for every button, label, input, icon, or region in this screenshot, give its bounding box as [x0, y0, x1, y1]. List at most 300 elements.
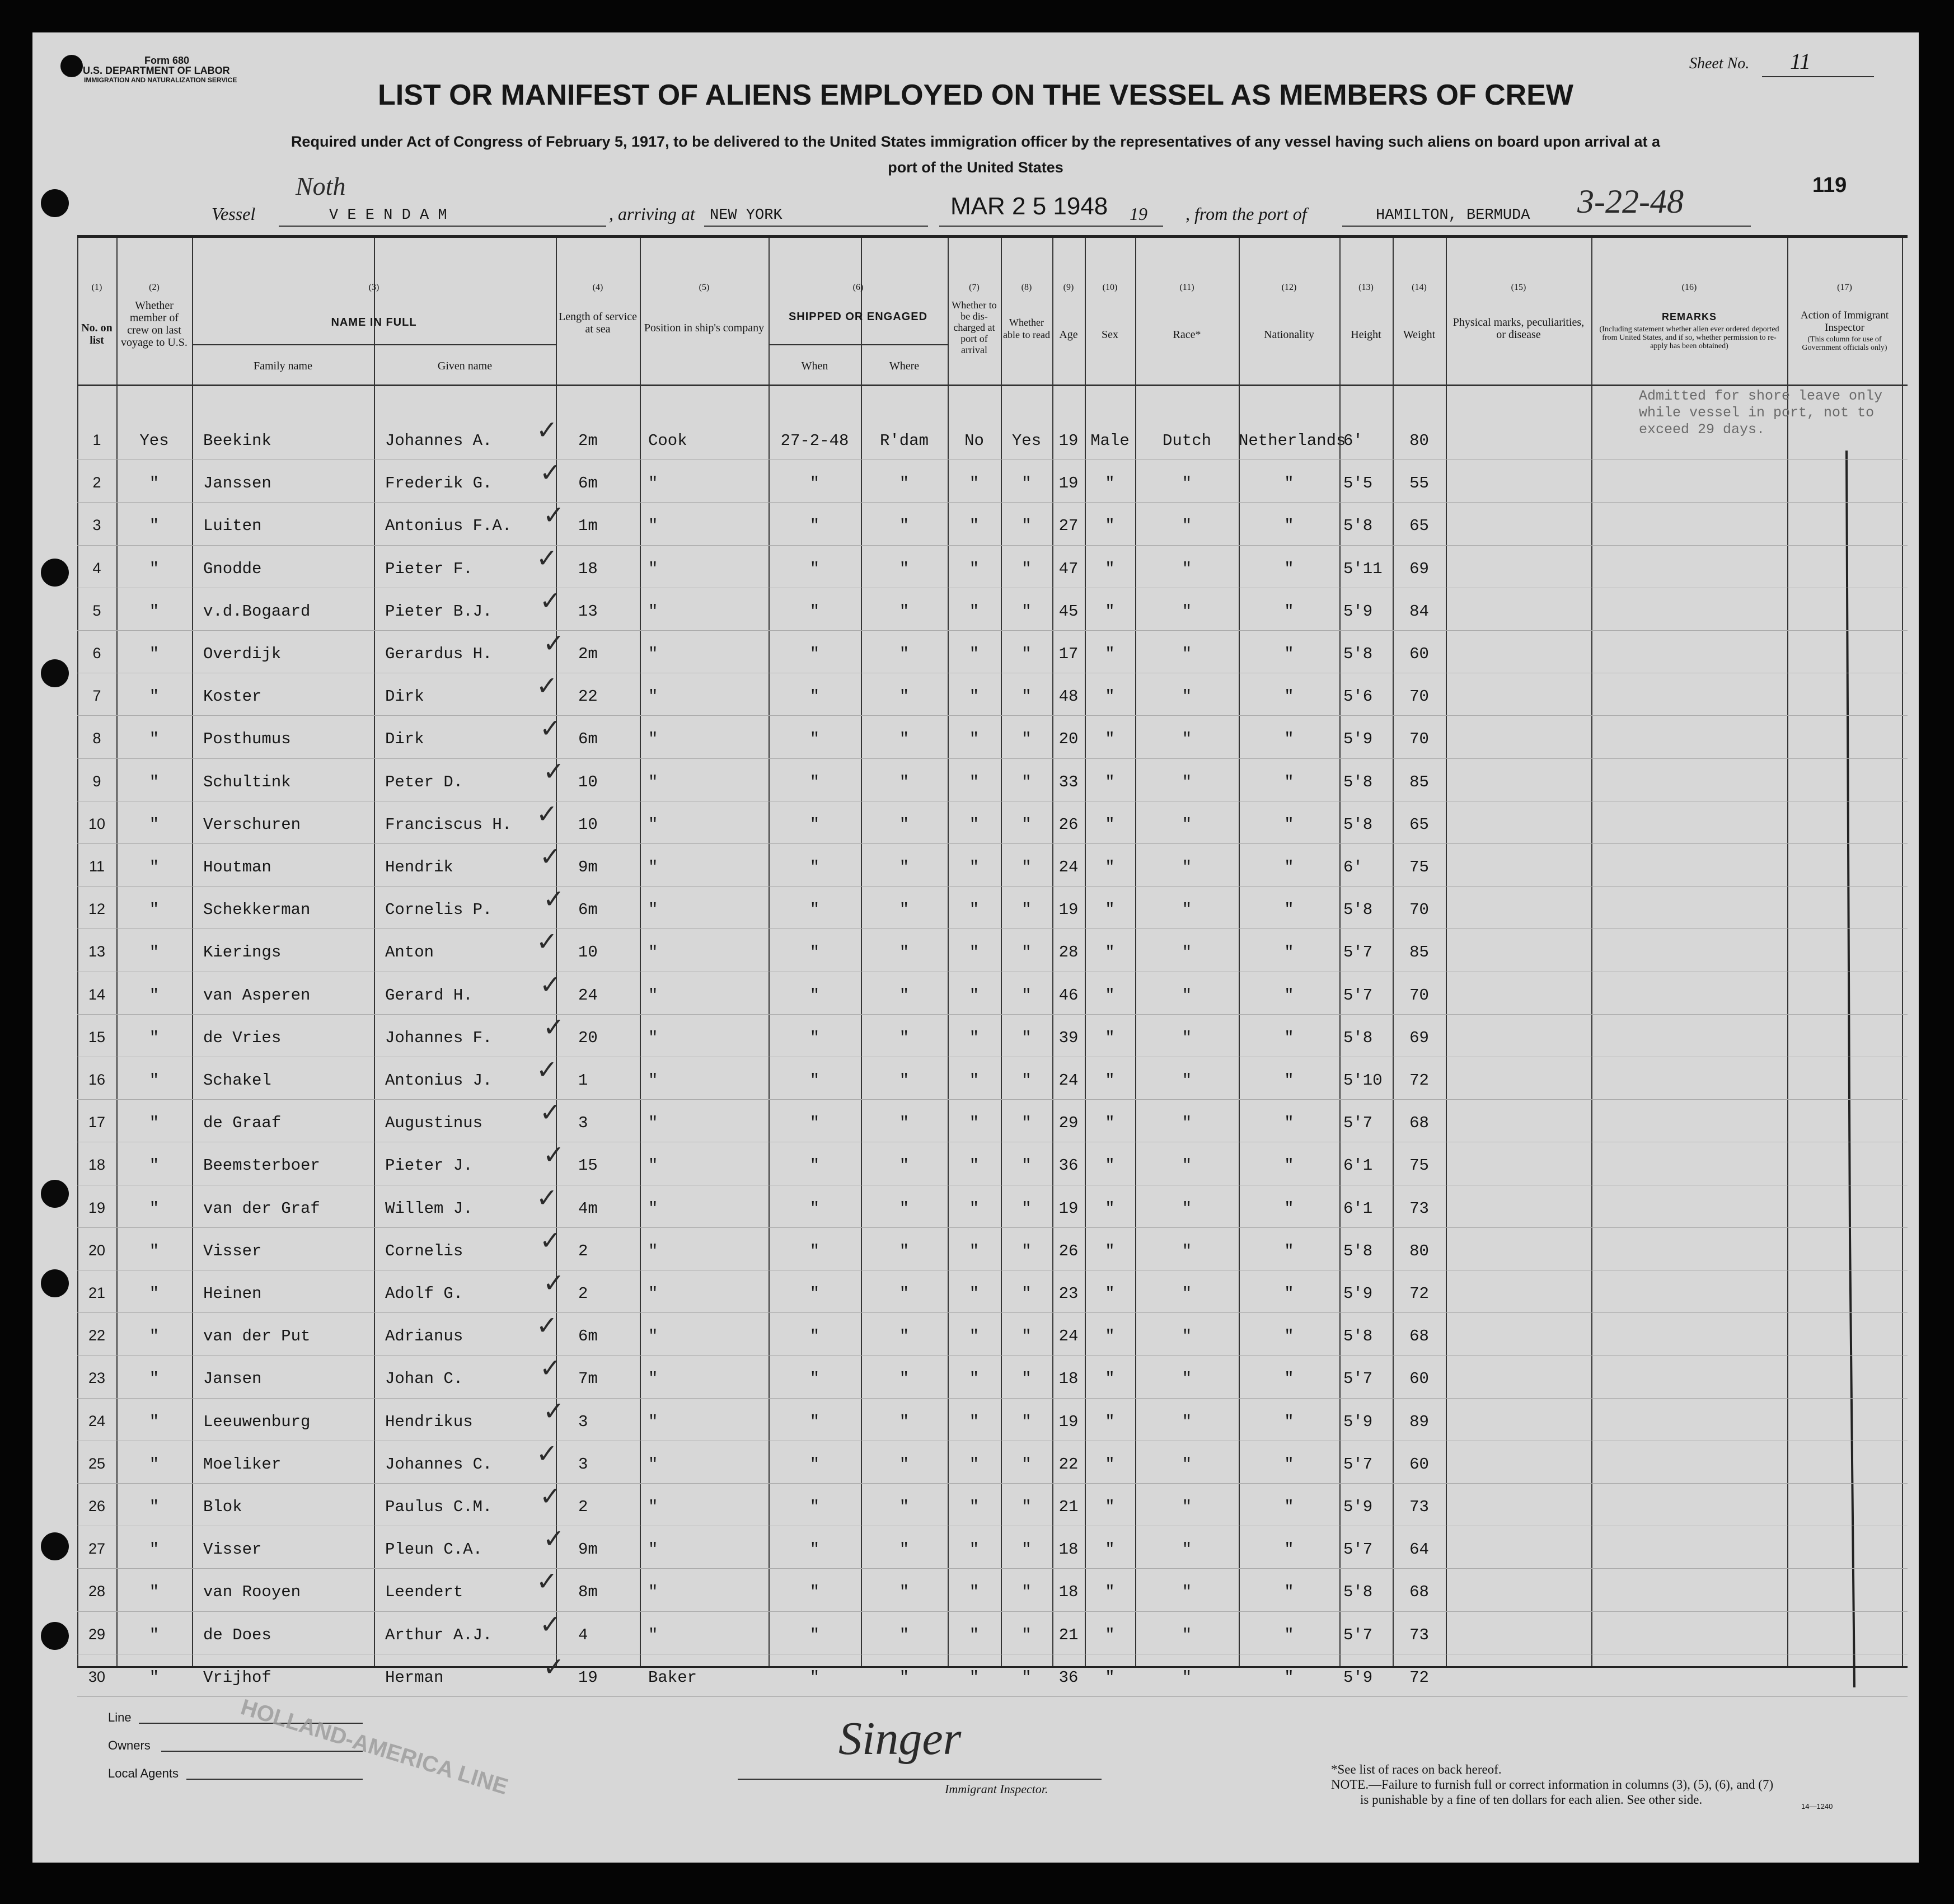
- cell-row-number: 22: [88, 1327, 106, 1344]
- cell-nationality: ": [1284, 1241, 1294, 1260]
- cell-length-of-service: 2: [578, 1241, 588, 1260]
- checkmark-icon: ✓: [540, 841, 561, 871]
- cell-given-name: Pieter F.: [385, 559, 473, 578]
- cell-position: ": [648, 687, 658, 706]
- cell-height: 5'8: [1343, 901, 1373, 920]
- cell-weight: 60: [1409, 1455, 1429, 1474]
- cell-weight: 72: [1409, 1071, 1429, 1090]
- table-row: [77, 1566, 1908, 1614]
- cell-to-be-discharged: ": [969, 517, 980, 536]
- cell-given-name: Johan C.: [385, 1370, 463, 1389]
- column-number: (13): [1358, 283, 1374, 292]
- cell-to-be-discharged: ": [969, 858, 980, 876]
- header-shipped-or-engaged: SHIPPED OR ENGAGED: [788, 311, 928, 323]
- cell-family-name: Posthumus: [203, 730, 291, 749]
- table-row: [77, 500, 1908, 548]
- cell-height: 5'7: [1343, 1370, 1373, 1389]
- owners-label: Owners: [108, 1738, 151, 1752]
- cell-able-to-read: ": [1021, 1625, 1032, 1644]
- port-underline: [1342, 226, 1751, 227]
- cell-position: ": [648, 1455, 658, 1474]
- header-race: Race*: [1173, 329, 1201, 341]
- departure-port: HAMILTON, BERMUDA: [1376, 207, 1530, 224]
- cell-given-name: Frederik G.: [385, 474, 493, 493]
- cell-weight: 80: [1409, 432, 1429, 450]
- cell-weight: 73: [1409, 1625, 1429, 1644]
- cell-shipped-when: ": [809, 1412, 820, 1431]
- cell-weight: 69: [1409, 559, 1429, 578]
- checkmark-icon: ✓: [536, 1182, 558, 1213]
- cell-sex: ": [1105, 1284, 1115, 1303]
- cell-age: 19: [1058, 901, 1079, 920]
- cell-to-be-discharged: ": [969, 772, 980, 791]
- cell-nationality: ": [1284, 1028, 1294, 1047]
- cell-length-of-service: 7m: [578, 1370, 598, 1389]
- cell-shipped-when: ": [809, 815, 820, 834]
- cell-shipped-where: ": [899, 1540, 910, 1559]
- cell-race: ": [1182, 1583, 1192, 1602]
- table-row: [77, 926, 1908, 974]
- cell-weight: 70: [1409, 901, 1429, 920]
- cell-given-name: Augustinus: [385, 1114, 483, 1133]
- cell-height: 5'8: [1343, 1327, 1373, 1346]
- cell-sex: ": [1105, 1498, 1115, 1516]
- column-number: (11): [1179, 283, 1194, 292]
- header-weight: Weight: [1403, 329, 1436, 341]
- cell-previous-voyage: Yes: [139, 432, 169, 450]
- cell-length-of-service: 3: [578, 1412, 588, 1431]
- cell-family-name: Jansen: [203, 1370, 262, 1389]
- cell-height: 5'9: [1343, 730, 1373, 749]
- cell-family-name: Schakel: [203, 1071, 271, 1090]
- cell-previous-voyage: ": [149, 815, 160, 834]
- cell-family-name: Visser: [203, 1241, 262, 1260]
- cell-shipped-when: ": [809, 730, 820, 749]
- cell-nationality: ": [1284, 1327, 1294, 1346]
- header-age: Age: [1059, 329, 1078, 341]
- checkmark-icon: ✓: [536, 926, 558, 957]
- cell-weight: 85: [1409, 772, 1429, 791]
- cell-given-name: Hendrikus: [385, 1412, 473, 1431]
- cell-family-name: Luiten: [203, 517, 262, 536]
- column-number: (7): [969, 283, 980, 292]
- cell-race: ": [1182, 1540, 1192, 1559]
- cell-position: ": [648, 1114, 658, 1133]
- cell-height: 5'9: [1343, 1284, 1373, 1303]
- cell-to-be-discharged: ": [969, 815, 980, 834]
- cell-family-name: van der Graf: [203, 1199, 320, 1218]
- checkmark-icon: ✓: [540, 585, 561, 616]
- cell-given-name: Dirk: [385, 687, 424, 706]
- cell-age: 19: [1058, 474, 1079, 493]
- cell-position: ": [648, 901, 658, 920]
- cell-race: ": [1182, 730, 1192, 749]
- header-nationality: Nationality: [1264, 329, 1314, 341]
- remarks-line: Admitted for shore leave only: [1639, 388, 1883, 404]
- cell-previous-voyage: ": [149, 1028, 160, 1047]
- cell-position: ": [648, 1156, 658, 1175]
- cell-age: 29: [1058, 1114, 1079, 1133]
- cell-shipped-where: ": [899, 1284, 910, 1303]
- cell-age: 21: [1058, 1498, 1079, 1516]
- cell-height: 5'9: [1343, 1412, 1373, 1431]
- column-number: (9): [1063, 283, 1074, 292]
- cell-nationality: ": [1284, 474, 1294, 493]
- cell-previous-voyage: ": [149, 772, 160, 791]
- cell-weight: 72: [1409, 1284, 1429, 1303]
- cell-previous-voyage: ": [149, 901, 160, 920]
- stamped-page-number: 119: [1812, 173, 1847, 197]
- cell-shipped-where: ": [899, 1498, 910, 1516]
- checkmark-icon: ✓: [540, 1225, 561, 1255]
- cell-shipped-when: ": [809, 1455, 820, 1474]
- cell-nationality: ": [1284, 858, 1294, 876]
- cell-family-name: Schekkerman: [203, 901, 311, 920]
- cell-previous-voyage: ": [149, 730, 160, 749]
- cell-weight: 73: [1409, 1199, 1429, 1218]
- footnote-penalty-1: NOTE.—Failure to furnish full or correct information in columns (3), (5), (6), and (7): [1331, 1778, 1774, 1792]
- cell-position: Cook: [648, 432, 687, 450]
- cell-given-name: Adolf G.: [385, 1284, 463, 1303]
- cell-shipped-where: ": [899, 1625, 910, 1644]
- cell-given-name: Antonius F.A.: [385, 517, 512, 536]
- cell-shipped-when: ": [809, 1156, 820, 1175]
- cell-height: 5'7: [1343, 943, 1373, 962]
- cell-race: ": [1182, 1412, 1192, 1431]
- cell-previous-voyage: ": [149, 517, 160, 536]
- cell-able-to-read: ": [1021, 1583, 1032, 1602]
- cell-race: ": [1182, 986, 1192, 1005]
- cell-nationality: ": [1284, 901, 1294, 920]
- checkmark-icon: ✓: [536, 670, 558, 701]
- cell-to-be-discharged: ": [969, 730, 980, 749]
- cell-race: ": [1182, 901, 1192, 920]
- cell-to-be-discharged: ": [969, 559, 980, 578]
- punch-hole: [41, 1622, 69, 1650]
- cell-race: ": [1182, 559, 1192, 578]
- cell-position: ": [648, 730, 658, 749]
- cell-race: ": [1182, 602, 1192, 621]
- cell-length-of-service: 2: [578, 1498, 588, 1516]
- cell-height: 5'8: [1343, 517, 1373, 536]
- cell-previous-voyage: ": [149, 1370, 160, 1389]
- table-row: [77, 585, 1908, 634]
- cell-row-number: 2: [92, 474, 101, 491]
- table-row: [77, 415, 1908, 463]
- cell-position: ": [648, 1498, 658, 1516]
- cell-length-of-service: 13: [578, 602, 598, 621]
- table-row: [77, 1395, 1908, 1444]
- cell-given-name: Gerardus H.: [385, 645, 493, 663]
- checkmark-icon: ✓: [540, 713, 561, 744]
- checkmark-icon: ✓: [543, 1139, 565, 1170]
- cell-to-be-discharged: ": [969, 474, 980, 493]
- cell-weight: 70: [1409, 730, 1429, 749]
- cell-position: ": [648, 602, 658, 621]
- cell-age: 26: [1058, 1241, 1079, 1260]
- cell-row-number: 1: [92, 432, 101, 448]
- cell-shipped-when: ": [809, 559, 820, 578]
- cell-family-name: Leeuwenburg: [203, 1412, 311, 1431]
- cell-given-name: Adrianus: [385, 1327, 463, 1346]
- cell-able-to-read: ": [1021, 1455, 1032, 1474]
- cell-family-name: van Asperen: [203, 986, 311, 1005]
- cell-row-number: 21: [88, 1284, 106, 1301]
- subtitle-line-1: Required under Act of Congress of February 5, 1917, to be delivered to the United States immigration officer by the representatives of any vessel having such aliens on board upon arrival at a: [290, 133, 1661, 150]
- punch-hole: [41, 659, 69, 687]
- header-given-name: Given name: [437, 360, 493, 372]
- cell-row-number: 6: [92, 645, 101, 662]
- table-row: [77, 628, 1908, 676]
- cell-sex: ": [1105, 1668, 1115, 1687]
- cell-race: ": [1182, 1498, 1192, 1516]
- cell-to-be-discharged: ": [969, 943, 980, 962]
- cell-nationality: ": [1284, 730, 1294, 749]
- header-family-name: Family name: [254, 360, 312, 372]
- vessel-underline: [279, 226, 606, 227]
- cell-to-be-discharged: ": [969, 687, 980, 706]
- punch-hole: [41, 1532, 69, 1560]
- cell-previous-voyage: ": [149, 1284, 160, 1303]
- form-number: Form 680: [144, 55, 190, 66]
- cell-able-to-read: ": [1021, 1668, 1032, 1687]
- cell-family-name: Blok: [203, 1498, 242, 1516]
- cell-row-number: 4: [92, 559, 101, 576]
- cell-shipped-where: ": [899, 517, 910, 536]
- table-row: [77, 841, 1908, 889]
- page-title: LIST OR MANIFEST OF ALIENS EMPLOYED ON THE VESSEL AS MEMBERS OF CREW: [378, 79, 1573, 111]
- cell-nationality: ": [1284, 1199, 1294, 1218]
- cell-race: ": [1182, 1199, 1192, 1218]
- cell-position: ": [648, 517, 658, 536]
- cell-length-of-service: 22: [578, 687, 598, 706]
- cell-shipped-where: ": [899, 1199, 910, 1218]
- header-remarks: REMARKS: [1661, 311, 1717, 322]
- cell-previous-voyage: ": [149, 559, 160, 578]
- header-separator: [769, 344, 948, 345]
- cell-shipped-where: ": [899, 645, 910, 663]
- cell-row-number: 23: [88, 1370, 106, 1387]
- cell-weight: 55: [1409, 474, 1429, 493]
- cell-shipped-where: ": [899, 730, 910, 749]
- column-number: (16): [1681, 283, 1697, 292]
- crew-table: [77, 235, 1908, 1687]
- cell-row-number: 3: [92, 517, 101, 534]
- punch-hole: [41, 1180, 69, 1208]
- cell-age: 46: [1058, 986, 1079, 1005]
- cell-length-of-service: 10: [578, 772, 598, 791]
- cell-weight: 60: [1409, 1370, 1429, 1389]
- handwritten-date: 3-22-48: [1577, 183, 1684, 220]
- cell-weight: 75: [1409, 1156, 1429, 1175]
- cell-to-be-discharged: ": [969, 986, 980, 1005]
- cell-nationality: ": [1284, 1583, 1294, 1602]
- cell-shipped-where: ": [899, 1412, 910, 1431]
- cell-race: Dutch: [1162, 432, 1211, 450]
- cell-able-to-read: ": [1021, 1412, 1032, 1431]
- cell-position: ": [648, 858, 658, 876]
- cell-shipped-when: ": [809, 986, 820, 1005]
- cell-shipped-where: ": [899, 858, 910, 876]
- cell-position: ": [648, 1327, 658, 1346]
- cell-shipped-where: ": [899, 1370, 910, 1389]
- cell-previous-voyage: ": [149, 1540, 160, 1559]
- checkmark-icon: ✓: [536, 798, 558, 829]
- bureau-name: IMMIGRATION AND NATURALIZATION SERVICE: [84, 76, 237, 84]
- cell-age: 45: [1058, 602, 1079, 621]
- cell-height: 5'8: [1343, 1028, 1373, 1047]
- cell-shipped-when: ": [809, 772, 820, 791]
- cell-shipped-when: ": [809, 517, 820, 536]
- cell-family-name: de Vries: [203, 1028, 282, 1047]
- table-row: [77, 542, 1908, 591]
- cell-race: ": [1182, 1156, 1192, 1175]
- cell-position: ": [648, 1583, 658, 1602]
- cell-given-name: Peter D.: [385, 772, 463, 791]
- company-stamp: HOLLAND-AMERICA LINE: [238, 1695, 511, 1800]
- cell-shipped-when: ": [809, 1370, 820, 1389]
- cell-previous-voyage: ": [149, 645, 160, 663]
- vessel-name: V E E N D A M: [329, 207, 447, 224]
- cell-age: 39: [1058, 1028, 1079, 1047]
- cell-previous-voyage: ": [149, 1071, 160, 1090]
- table-row: [77, 1054, 1908, 1103]
- column-number: (12): [1281, 283, 1297, 292]
- cell-previous-voyage: ": [149, 858, 160, 876]
- cell-height: 5'8: [1343, 1241, 1373, 1260]
- from-port-label: , from the port of: [1185, 204, 1307, 224]
- cell-length-of-service: 6m: [578, 474, 598, 493]
- cell-position: ": [648, 943, 658, 962]
- cell-family-name: Visser: [203, 1540, 262, 1559]
- cell-age: 20: [1058, 730, 1079, 749]
- cell-shipped-when: ": [809, 1327, 820, 1346]
- cell-shipped-where: ": [899, 1241, 910, 1260]
- cell-family-name: Kierings: [203, 943, 282, 962]
- cell-age: 28: [1058, 943, 1079, 962]
- cell-age: 24: [1058, 1071, 1079, 1090]
- cell-nationality: ": [1284, 645, 1294, 663]
- cell-to-be-discharged: ": [969, 1114, 980, 1133]
- cell-weight: 64: [1409, 1540, 1429, 1559]
- cell-age: 36: [1058, 1668, 1079, 1687]
- cell-to-be-discharged: ": [969, 1028, 980, 1047]
- cell-sex: ": [1105, 1455, 1115, 1474]
- cell-able-to-read: ": [1021, 1327, 1032, 1346]
- cell-shipped-where: ": [899, 1668, 910, 1687]
- cell-length-of-service: 3: [578, 1114, 588, 1133]
- cell-height: 5'6: [1343, 687, 1373, 706]
- cell-row-number: 14: [88, 986, 106, 1003]
- cell-to-be-discharged: ": [969, 1625, 980, 1644]
- cell-race: ": [1182, 1455, 1192, 1474]
- checkmark-icon: ✓: [540, 969, 561, 1000]
- cell-length-of-service: 6m: [578, 730, 598, 749]
- cell-length-of-service: 2m: [578, 432, 598, 450]
- cell-shipped-where: ": [899, 474, 910, 493]
- cell-to-be-discharged: ": [969, 1241, 980, 1260]
- cell-to-be-discharged: ": [969, 1412, 980, 1431]
- cell-race: ": [1182, 1028, 1192, 1047]
- cell-able-to-read: ": [1021, 1114, 1032, 1133]
- cell-row-number: 15: [88, 1028, 106, 1045]
- cell-able-to-read: ": [1021, 730, 1032, 749]
- table-row: [77, 1310, 1908, 1358]
- cell-height: 5'8: [1343, 1583, 1373, 1602]
- sheet-number-underline: [1762, 76, 1874, 77]
- cell-family-name: Moeliker: [203, 1455, 282, 1474]
- table-row: [77, 756, 1908, 804]
- cell-nationality: ": [1284, 815, 1294, 834]
- cell-shipped-when: ": [809, 1625, 820, 1644]
- cell-previous-voyage: ": [149, 1241, 160, 1260]
- checkmark-icon: ✓: [543, 1268, 565, 1298]
- cell-able-to-read: ": [1021, 1199, 1032, 1218]
- cell-shipped-where: ": [899, 1327, 910, 1346]
- table-row: [77, 1139, 1908, 1188]
- cell-row-number: 24: [88, 1412, 106, 1429]
- arriving-underline: [704, 226, 928, 227]
- cell-length-of-service: 1m: [578, 517, 598, 536]
- cell-family-name: v.d.Bogaard: [203, 602, 311, 621]
- cell-previous-voyage: ": [149, 986, 160, 1005]
- cell-height: 6'1: [1343, 1199, 1373, 1218]
- checkmark-icon: ✓: [536, 1438, 558, 1469]
- cell-race: ": [1182, 1241, 1192, 1260]
- cell-height: 5'8: [1343, 772, 1373, 791]
- cell-to-be-discharged: ": [969, 1455, 980, 1474]
- header-where: Where: [889, 360, 920, 372]
- cell-weight: 65: [1409, 815, 1429, 834]
- cell-position: ": [648, 1540, 658, 1559]
- cell-race: ": [1182, 1625, 1192, 1644]
- cell-given-name: Franciscus H.: [385, 815, 512, 834]
- cell-row-number: 26: [88, 1498, 106, 1514]
- cell-row-number: 19: [88, 1199, 106, 1216]
- cell-position: ": [648, 1199, 658, 1218]
- cell-weight: 70: [1409, 986, 1429, 1005]
- cell-row-number: 29: [88, 1625, 106, 1643]
- cell-row-number: 20: [88, 1241, 106, 1259]
- cell-length-of-service: 10: [578, 943, 598, 962]
- cell-sex: Male: [1090, 432, 1130, 450]
- cell-row-number: 16: [88, 1071, 106, 1088]
- manifest-sheet: [32, 32, 1919, 1863]
- cell-previous-voyage: ": [149, 602, 160, 621]
- cell-previous-voyage: ": [149, 1412, 160, 1431]
- cell-age: 47: [1058, 559, 1079, 578]
- cell-shipped-when: ": [809, 1114, 820, 1133]
- cell-weight: 89: [1409, 1412, 1429, 1431]
- cell-length-of-service: 2: [578, 1284, 588, 1303]
- cell-sex: ": [1105, 1199, 1115, 1218]
- cell-position: ": [648, 1241, 658, 1260]
- table-row: [77, 457, 1908, 505]
- cell-shipped-when: ": [809, 1241, 820, 1260]
- cell-family-name: van der Put: [203, 1327, 311, 1346]
- header-bottom-border: [77, 384, 1908, 386]
- checkmark-icon: ✓: [540, 457, 561, 488]
- cell-race: ": [1182, 815, 1192, 834]
- column-number: (17): [1837, 283, 1852, 292]
- cell-age: 26: [1058, 815, 1079, 834]
- cell-shipped-where: ": [899, 772, 910, 791]
- cell-previous-voyage: ": [149, 1583, 160, 1602]
- checkmark-icon: ✓: [543, 1395, 565, 1426]
- cell-nationality: ": [1284, 1114, 1294, 1133]
- checkmark-icon: ✓: [543, 1523, 565, 1554]
- header-able-to-read: Whether able to read: [1003, 317, 1050, 340]
